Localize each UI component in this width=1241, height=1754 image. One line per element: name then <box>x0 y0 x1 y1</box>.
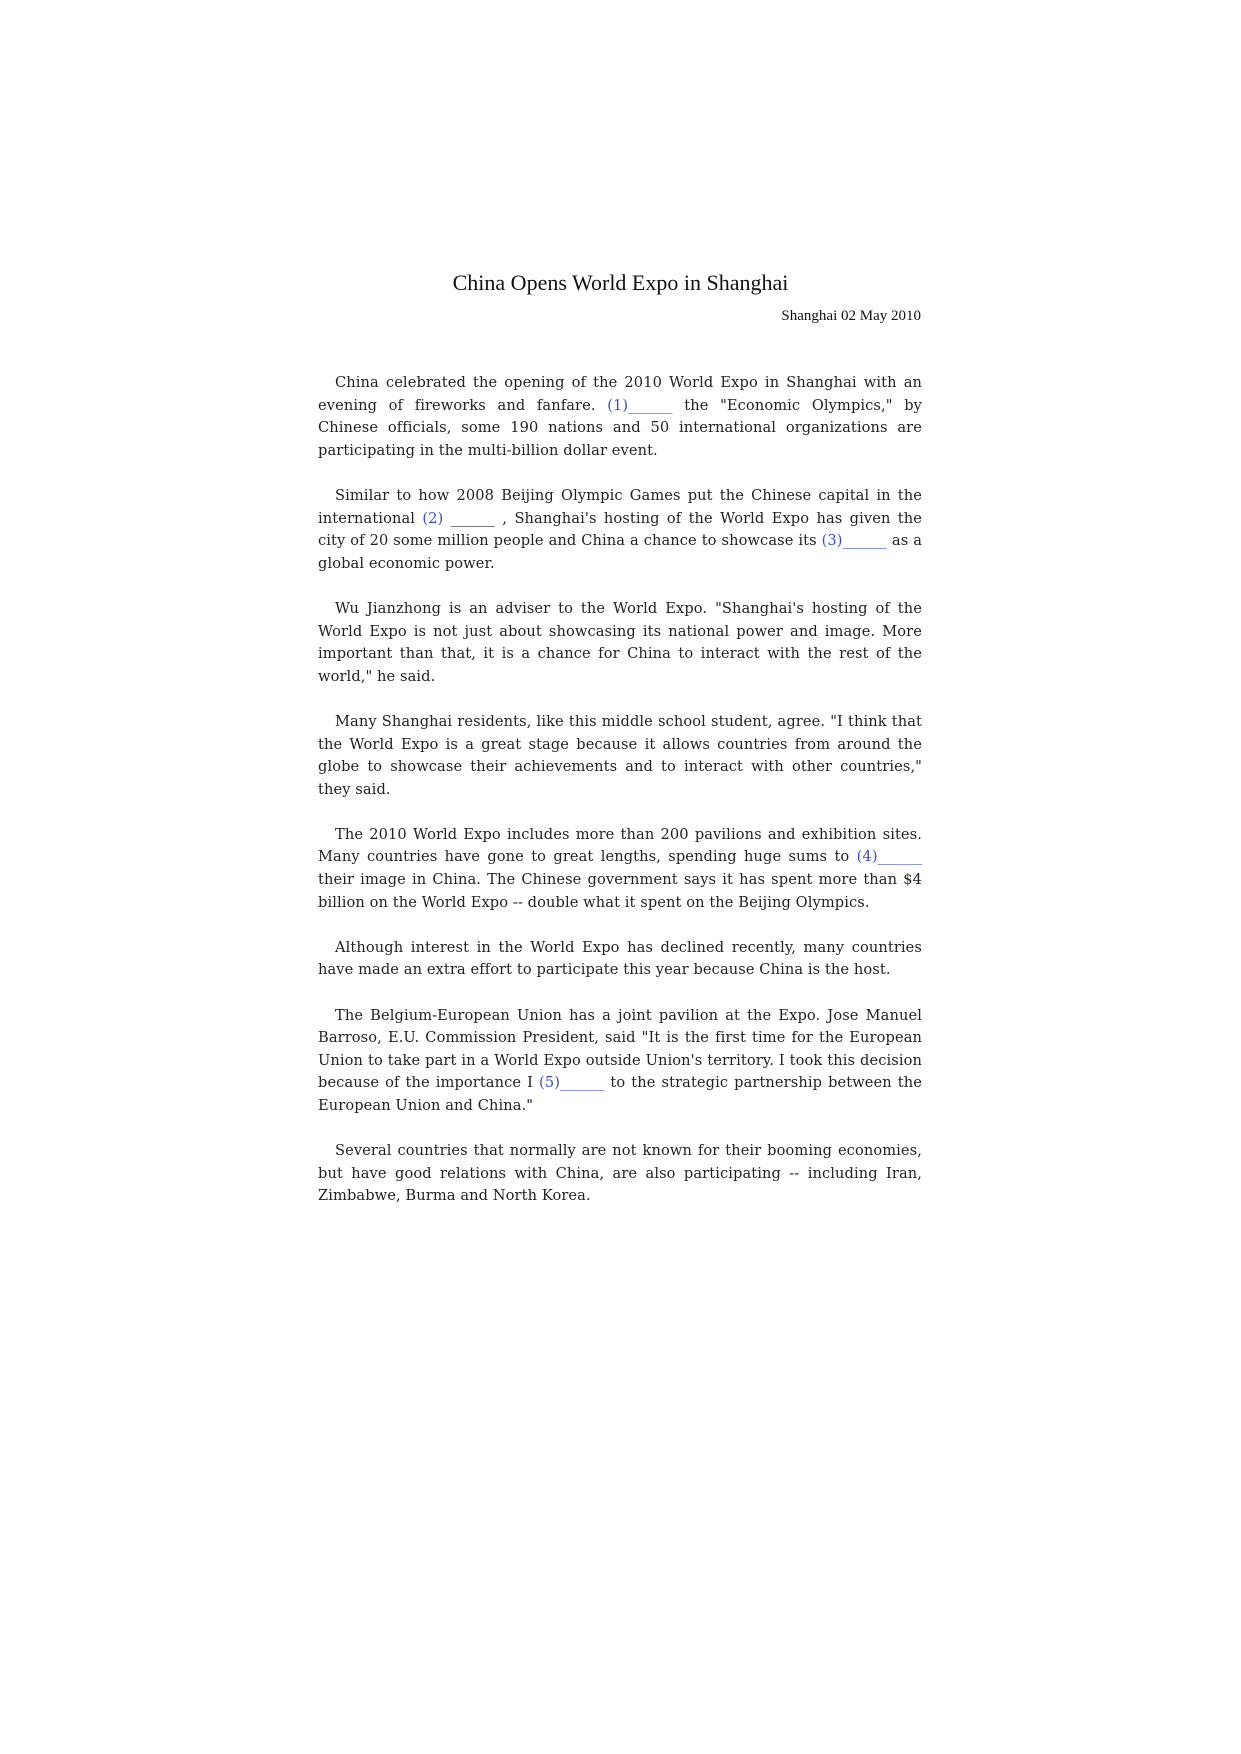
paragraph-text: their image in China. The Chinese government says it has spent more than $4 billion on the World Expo -- double what it spent on the Beijing Olympics. <box>318 871 922 911</box>
paragraph-2 <box>318 485 922 575</box>
paragraph-text: to the strategic partnership between the European Union and China." <box>318 1074 922 1114</box>
paragraph-text: the "Economic Olympics," by Chinese officials, some 190 nations and 50 international organizations are participating in the multi-billion dollar event. <box>318 396 923 459</box>
paragraph-text: Wu Jianzhong is an adviser to the World Expo. "Shanghai's hosting of the World Expo is not just about showcasing its national power and image. More important than that, it is a chance for China to interact with the rest of the world," he said. <box>318 599 922 685</box>
paragraph-4 <box>318 711 922 801</box>
blank-4: (4)______ <box>856 848 922 866</box>
paragraph-text: Similar to how 2008 Beijing Olympic Games put the Chinese capital in the international <box>318 486 922 527</box>
blank-5: (5)______ <box>539 1074 605 1092</box>
paragraph-text: Although interest in the World Expo has declined recently, many countries have made an extra effort to participate this year because China is the host. <box>318 938 922 979</box>
article-body <box>318 372 922 1231</box>
paragraph-text: The Belgium-European Union has a joint pavilion at the Expo. Jose Manuel Barroso, E.U. Commission President, said "It is the first time for the European Union to take part in a World Expo outside Union's territory. I took this decision because of the importance I <box>318 1006 922 1092</box>
paragraph-text: Several countries that normally are not known for their booming economies, but have good relations with China, are also participating -- including Iran, Zimbabwe, Burma and North Korea. <box>318 1142 922 1205</box>
paragraph-1 <box>318 372 922 462</box>
paragraph-text: China celebrated the opening of the 2010 World Expo in Shanghai with an evening of fireworks and fanfare. <box>318 374 922 414</box>
paragraph-text: ______ , Shanghai's hosting of the World Expo has given the city of 20 some million people and China a chance to showcase its <box>318 509 922 550</box>
paragraph-text: The 2010 World Expo includes more than 200 pavilions and exhibition sites. Many countries have gone to great lengths, spending huge sums to <box>318 825 922 866</box>
article-dateline: Shanghai 02 May 2010 <box>781 308 921 324</box>
paragraph-text: Many Shanghai residents, like this middle school student, agree. "I think that the World Expo is a great stage because it allows countries from around the globe to showcase their achievements and to interact with other countries," they said. <box>318 712 922 798</box>
paragraph-8 <box>318 1140 922 1208</box>
paragraph-7 <box>318 1005 922 1118</box>
blank-1: (1)______ <box>607 396 673 414</box>
paragraph-text: as a global economic power. <box>318 532 922 572</box>
blank-2: (2) <box>422 509 444 527</box>
paragraph-3 <box>318 598 922 688</box>
paragraph-6 <box>318 937 922 982</box>
blank-3: (3)______ <box>821 532 887 550</box>
article-title: China Opens World Expo in Shanghai <box>452 270 789 295</box>
paragraph-5 <box>318 824 922 914</box>
